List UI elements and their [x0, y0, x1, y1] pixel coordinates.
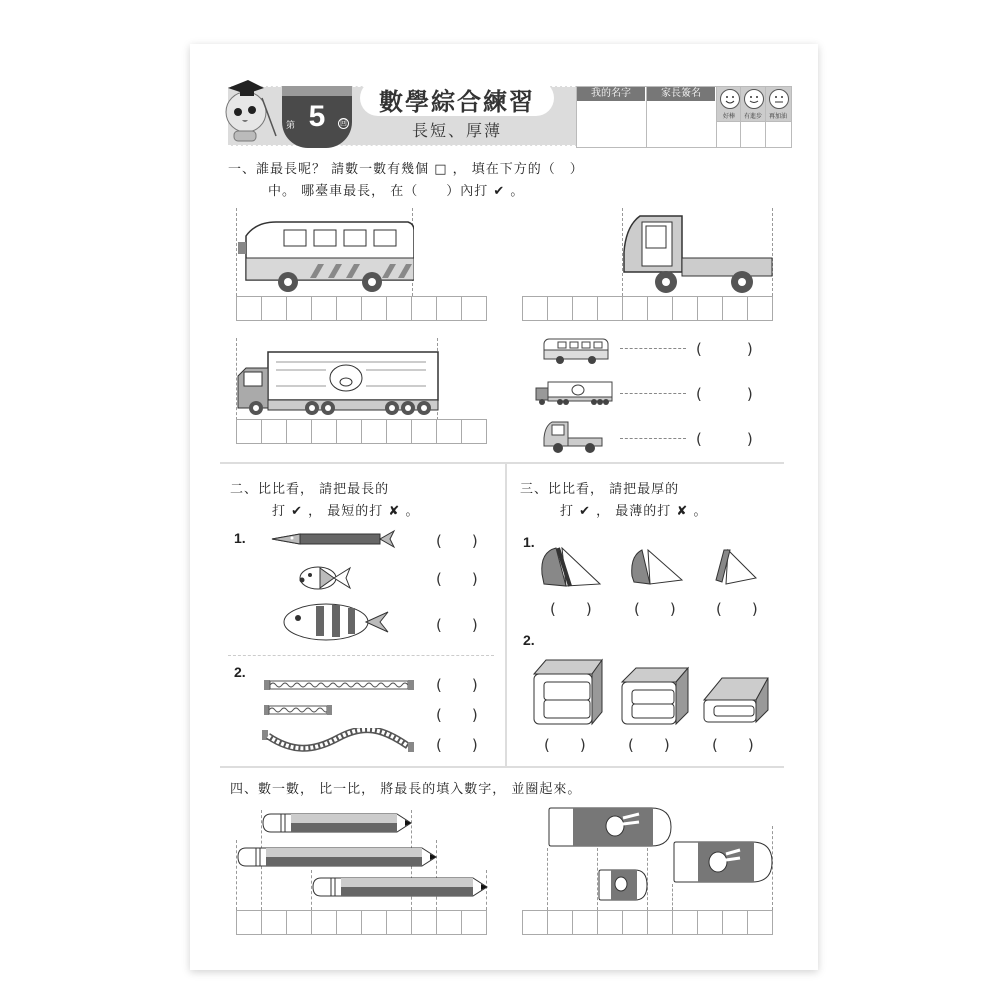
truck-counting-grid	[522, 296, 773, 321]
thick-sandwich-icon	[538, 544, 604, 588]
section1-instruction-line1: 一、誰最長呢？ 請數一數有幾個 □ ， 填在下方的（ ）	[228, 162, 584, 177]
parent-sign-label: 家長簽名	[647, 87, 715, 101]
round-badge: 第 5 回	[282, 86, 352, 148]
answer-paren[interactable]: ( )	[716, 600, 758, 618]
answer-paren[interactable]: ( )	[696, 385, 753, 403]
flatbed-truck-icon	[542, 420, 604, 454]
page-title: 數學綜合練習	[379, 88, 535, 116]
rope-short-icon	[264, 704, 332, 716]
eraser-icon	[547, 806, 673, 848]
pencil-icon	[236, 846, 438, 868]
eraser-counting-grid	[522, 910, 773, 935]
answer-paren[interactable]: ( )	[436, 570, 478, 588]
bus-icon	[236, 216, 414, 296]
thin-blanket-icon	[702, 676, 770, 724]
answer-paren[interactable]: ( )	[436, 676, 478, 694]
striped-fish-icon	[282, 600, 390, 644]
section2-instruction-line2: 打 ✔ ， 最短的打 ✘ 。	[272, 504, 420, 519]
answer-paren[interactable]: ( )	[696, 430, 753, 448]
answer-paren[interactable]: ( )	[436, 616, 478, 634]
long-fish-icon	[270, 528, 396, 550]
pencil-icon	[311, 876, 489, 898]
rope-straight-long-icon	[264, 678, 414, 692]
page-subtitle: 長短、厚薄	[411, 121, 502, 140]
medium-blanket-icon	[620, 664, 690, 726]
semi-truck-icon	[236, 350, 440, 416]
answer-paren[interactable]: ( )	[436, 706, 478, 724]
answer-paren[interactable]: ( )	[544, 736, 586, 754]
section4-instruction: 四、數一數， 比一比， 將最長的填入數字， 並圈起來。	[230, 782, 582, 797]
answer-paren[interactable]: ( )	[436, 736, 478, 754]
thick-blanket-icon	[532, 656, 604, 726]
sign-table: 我的名字 家長簽名 好棒 有進步 再加油	[576, 86, 792, 148]
pencil-counting-grid	[236, 910, 487, 935]
answer-paren[interactable]: ( )	[436, 532, 478, 550]
medium-sandwich-icon	[628, 546, 686, 586]
my-name-label: 我的名字	[577, 87, 645, 101]
bus-counting-grid	[236, 296, 487, 321]
answer-paren[interactable]: ( )	[628, 736, 670, 754]
small-fish-icon	[298, 562, 352, 594]
section1-instruction-line2: 中。 哪臺車最長， 在（ ）內打 ✔ 。	[268, 184, 525, 199]
eraser-icon	[597, 868, 649, 902]
thin-sandwich-icon	[712, 546, 758, 586]
bus-icon	[540, 336, 610, 364]
answer-paren[interactable]: ( )	[696, 340, 753, 358]
answer-paren[interactable]: ( )	[634, 600, 676, 618]
section3-instruction-line1: 三、比比看， 請把最厚的	[520, 482, 680, 497]
rope-wavy-icon	[262, 728, 414, 754]
pencil-icon	[261, 812, 413, 834]
mascot-icon	[218, 76, 278, 146]
flatbed-truck-icon	[622, 212, 774, 296]
neutral-face-icon	[769, 89, 789, 109]
smile-face-icon	[720, 89, 740, 109]
semi-truck-icon	[534, 380, 614, 406]
eraser-icon	[672, 840, 774, 884]
section2-instruction-line1: 二、比比看， 請把最長的	[230, 482, 390, 497]
section3-instruction-line2: 打 ✔ ， 最薄的打 ✘ 。	[560, 504, 708, 519]
answer-paren[interactable]: ( )	[550, 600, 592, 618]
semi-truck-counting-grid	[236, 419, 487, 444]
answer-paren[interactable]: ( )	[712, 736, 754, 754]
smile-face-icon	[744, 89, 764, 109]
round-number: 5	[308, 100, 326, 133]
